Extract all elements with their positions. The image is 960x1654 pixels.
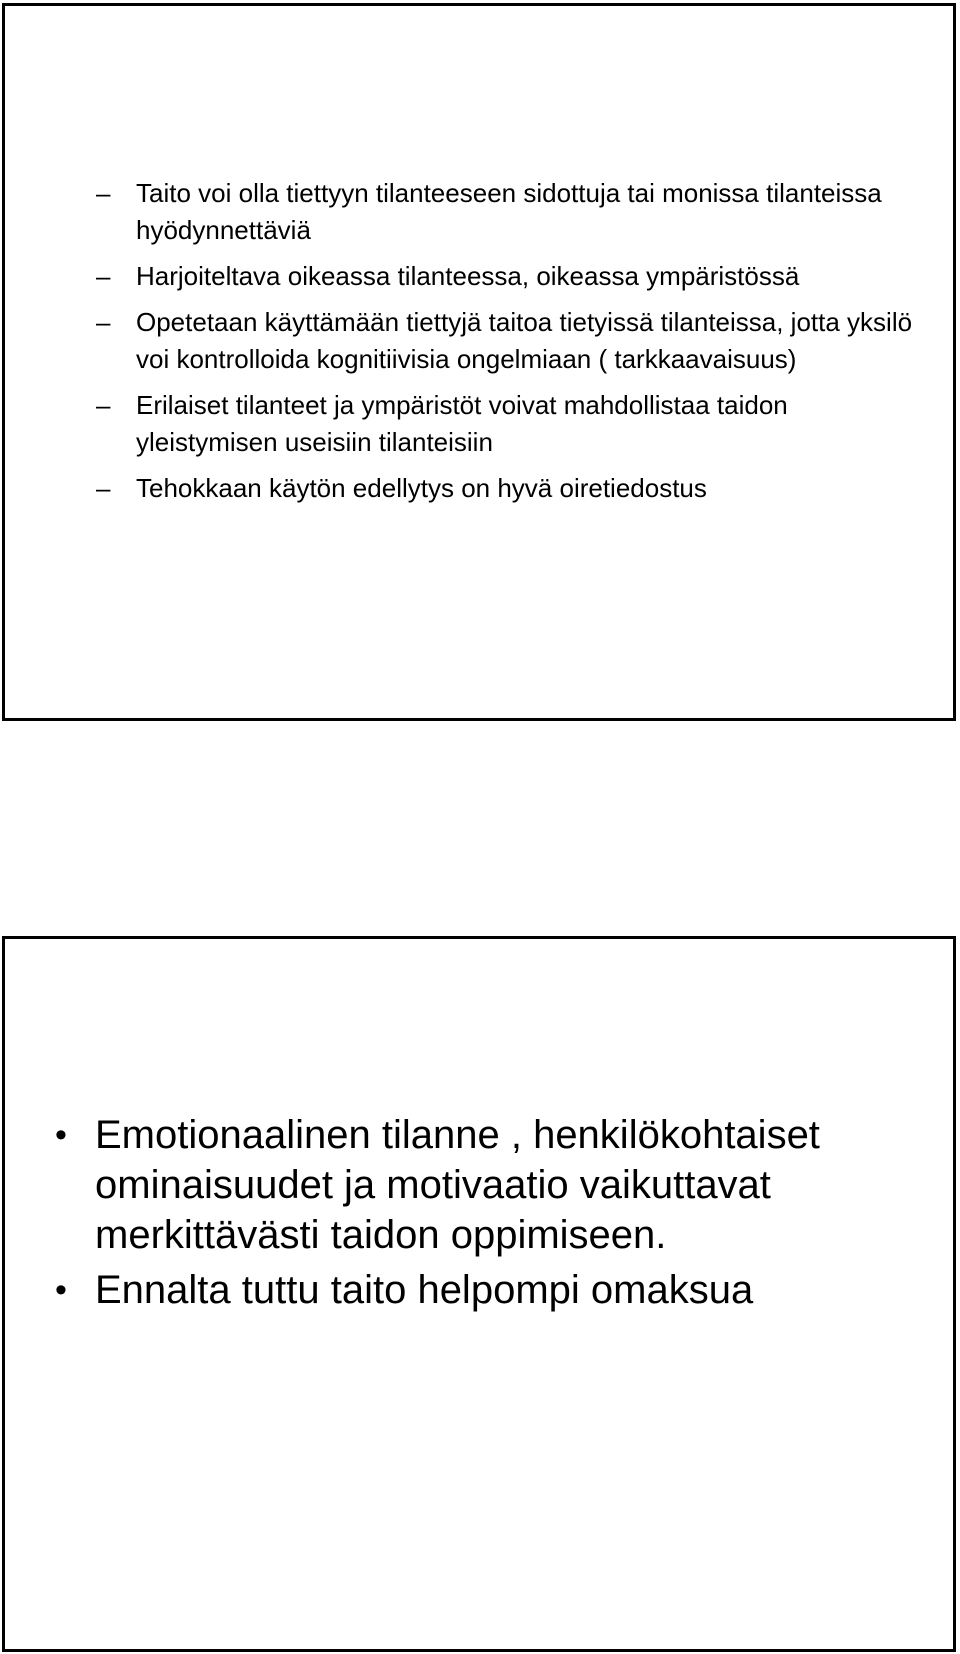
list-item-text: Emotionaalinen tilanne , henkilökohtaiset ominaisuudet ja motivaatio vaikuttavat merkittävästi taidon oppimiseen. xyxy=(95,1113,820,1257)
dash-bullet-icon: – xyxy=(96,307,111,337)
list-item xyxy=(55,1265,935,1315)
dash-bullet-icon: – xyxy=(96,178,111,208)
slide-2-bullet-list xyxy=(55,1110,935,1320)
list-item-text: Ennalta tuttu taito helpompi omaksua xyxy=(95,1268,754,1312)
list-item xyxy=(96,258,928,295)
list-item-text: Erilaiset tilanteet ja ympäristöt voivat mahdollistaa taidon yleistymisen useisiin tilanteisiin xyxy=(136,390,788,457)
list-item-text: Taito voi olla tiettyyn tilanteeseen sidottuja tai monissa tilanteissa hyödynnettäviä xyxy=(136,178,882,245)
dash-bullet-icon: – xyxy=(96,261,111,291)
slide-1-dash-list xyxy=(96,175,928,516)
list-item xyxy=(96,304,928,378)
list-item xyxy=(96,175,928,249)
list-item xyxy=(96,470,928,507)
list-item xyxy=(96,387,928,461)
list-item-text: Tehokkaan käytön edellytys on hyvä oiretiedostus xyxy=(136,473,707,503)
list-item-text: Opetetaan käyttämään tiettyjä taitoa tietyissä tilanteissa, jotta yksilö voi kontrolloida kognitiivisia ongelmiaan ( tarkkaavaisuus) xyxy=(136,307,913,374)
dash-bullet-icon: – xyxy=(96,390,111,420)
list-item-text: Harjoiteltava oikeassa tilanteessa, oikeassa ympäristössä xyxy=(136,261,800,291)
bullet-icon: • xyxy=(55,1116,67,1154)
dash-bullet-icon: – xyxy=(96,473,111,503)
bullet-icon: • xyxy=(55,1271,67,1309)
list-item xyxy=(55,1110,935,1260)
